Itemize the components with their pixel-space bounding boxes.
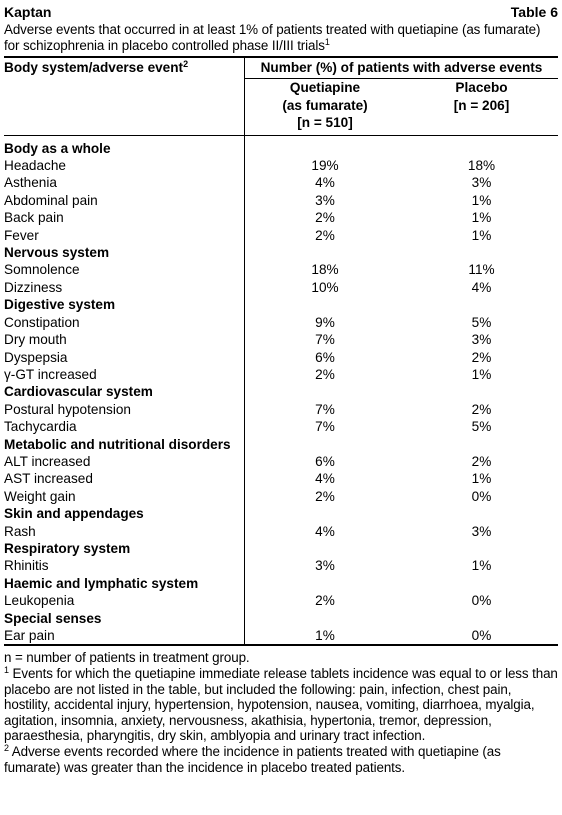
event-name: Dyspepsia	[4, 349, 68, 365]
caption-text: Adverse events that occurred in at least 1% of patients treated with quetiapine (as fumarate) for schizophrenia in placebo controlled phase II/III trials	[4, 22, 541, 53]
table-row	[4, 174, 558, 191]
placebo-value: 1%	[471, 366, 492, 382]
section-row	[4, 540, 558, 557]
event-name: Dizziness	[4, 279, 63, 295]
event-name: Rhinitis	[4, 558, 49, 574]
section-row	[4, 136, 558, 157]
section-title: Respiratory system	[4, 540, 131, 556]
placebo-value: 2%	[471, 453, 492, 469]
footnote-1: $^1$ Events for which the quetiapine immediate release tablets incidence was equal to or less than placebo are not listed in the table, but included the following: pain, infection, chest pain, hostility, accidental injury, hypertension, hypotension, nausea, vomiting, diarrhoea, myalgia, agitation, insomnia, anxiety, nervousness, akathisia, hypertonia, tremor, depression, paraesthesia, pharyngitis, dry skin, amblyopia and urinary tract infection.	[4, 665, 558, 744]
body-system-column-header: Body system/adverse event$^2$	[4, 59, 189, 75]
placebo-value: 11%	[468, 262, 495, 278]
table-row	[4, 453, 558, 470]
event-name: Constipation	[4, 314, 80, 330]
author-name: Kaptan	[4, 4, 52, 20]
quetiapine-value: 4%	[245, 174, 406, 191]
group-column-header: Number (%) of patients with adverse events	[245, 58, 559, 79]
placebo-value: 2%	[471, 401, 492, 417]
event-name: Weight gain	[4, 488, 76, 504]
quetiapine-column-header: Quetiapine (as fumarate) [n = 510]	[245, 79, 406, 135]
event-name: Leukopenia	[4, 593, 75, 609]
section-title: Body as a whole	[4, 140, 111, 156]
quetiapine-value: 6%	[245, 453, 406, 470]
event-name: Fever	[4, 227, 39, 243]
adverse-events-table	[4, 58, 558, 644]
quetiapine-value: 10%	[245, 279, 406, 296]
placebo-value: 0%	[471, 628, 492, 643]
section-title: Digestive system	[4, 297, 116, 313]
table-row	[4, 209, 558, 226]
placebo-value: 4%	[471, 279, 492, 295]
placebo-column-header: Placebo [n = 206]	[453, 80, 510, 113]
placebo-value: 0%	[471, 593, 492, 609]
table-row	[4, 627, 558, 644]
section-row	[4, 575, 558, 592]
event-name: Headache	[4, 158, 66, 174]
section-row	[4, 505, 558, 522]
table-caption	[4, 22, 558, 54]
section-title: Skin and appendages	[4, 506, 144, 522]
table-row	[4, 349, 558, 366]
quetiapine-value: 2%	[245, 592, 406, 609]
placebo-value: 1%	[471, 227, 492, 243]
event-name: Somnolence	[4, 262, 80, 278]
placebo-value: 0%	[471, 488, 492, 504]
event-name: AST increased	[4, 471, 93, 487]
table-row	[4, 523, 558, 540]
section-title: Haemic and lymphatic system	[4, 575, 199, 591]
table-row	[4, 488, 558, 505]
table-row	[4, 470, 558, 487]
placebo-value: 1%	[471, 471, 492, 487]
placebo-value: 3%	[471, 332, 492, 348]
section-title: Metabolic and nutritional disorders	[4, 436, 231, 452]
quetiapine-value: 4%	[245, 470, 406, 487]
bottom-rule	[4, 644, 558, 646]
table-row	[4, 157, 558, 174]
placebo-value: 18%	[467, 158, 496, 174]
caption-footnote-marker: 1	[324, 37, 330, 47]
event-name: γ-GT increased	[4, 366, 97, 382]
table-row	[4, 401, 558, 418]
table-row	[4, 557, 558, 574]
section-row	[4, 244, 558, 261]
table-header-line	[4, 4, 558, 21]
footnotes	[4, 650, 558, 775]
event-name: ALT increased	[4, 453, 91, 469]
event-name: Postural hypotension	[4, 401, 131, 417]
table-body	[4, 136, 558, 645]
event-name: Tachycardia	[4, 419, 77, 435]
quetiapine-value: 3%	[245, 557, 406, 574]
quetiapine-value: 6%	[245, 349, 406, 366]
placebo-value: 2%	[471, 349, 492, 365]
quetiapine-value: 2%	[245, 209, 406, 226]
quetiapine-value: 7%	[245, 418, 406, 435]
table-row	[4, 227, 558, 244]
quetiapine-value: 9%	[245, 314, 406, 331]
table-label: Table 6	[510, 4, 558, 20]
section-row	[4, 296, 558, 313]
table-row	[4, 366, 558, 383]
quetiapine-value: 19%	[245, 157, 406, 174]
column-header-row	[4, 58, 558, 79]
event-name: Rash	[4, 523, 36, 539]
quetiapine-value: 7%	[245, 401, 406, 418]
event-name: Back pain	[4, 210, 64, 226]
placebo-value: 1%	[471, 558, 492, 574]
section-row	[4, 436, 558, 453]
table-row	[4, 592, 558, 609]
quetiapine-value: 2%	[245, 488, 406, 505]
section-row	[4, 610, 558, 627]
quetiapine-value: 2%	[245, 366, 406, 383]
placebo-value: 1%	[471, 192, 492, 208]
event-name: Ear pain	[4, 628, 55, 643]
footnote-n: n = number of patients in treatment group.	[4, 650, 250, 666]
event-name: Abdominal pain	[4, 192, 98, 208]
table-row	[4, 279, 558, 296]
quetiapine-value: 18%	[245, 261, 406, 278]
placebo-value: 3%	[471, 175, 492, 191]
section-title: Nervous system	[4, 245, 110, 261]
placebo-value: 5%	[471, 314, 492, 330]
table-row	[4, 261, 558, 278]
placebo-value: 1%	[471, 210, 492, 226]
event-name: Dry mouth	[4, 332, 67, 348]
placebo-value: 5%	[471, 419, 492, 435]
placebo-value: 3%	[471, 523, 492, 539]
body-system-footnote-marker: 2	[183, 59, 189, 69]
table-row	[4, 314, 558, 331]
footnote-2: $^2$ Adverse events recorded where the incidence in patients treated with quetiapine (as fumarate) was greater than the incidence in placebo treated patients.	[4, 742, 501, 775]
section-row	[4, 383, 558, 400]
table-row	[4, 418, 558, 435]
section-title: Special senses	[4, 610, 102, 626]
section-title: Cardiovascular system	[4, 384, 153, 400]
table-row	[4, 331, 558, 348]
table-row	[4, 192, 558, 209]
quetiapine-value: 3%	[245, 192, 406, 209]
quetiapine-value: 2%	[245, 227, 406, 244]
quetiapine-value: 4%	[245, 523, 406, 540]
event-name: Asthenia	[4, 175, 57, 191]
quetiapine-value: 7%	[245, 331, 406, 348]
quetiapine-value: 1%	[245, 627, 406, 644]
